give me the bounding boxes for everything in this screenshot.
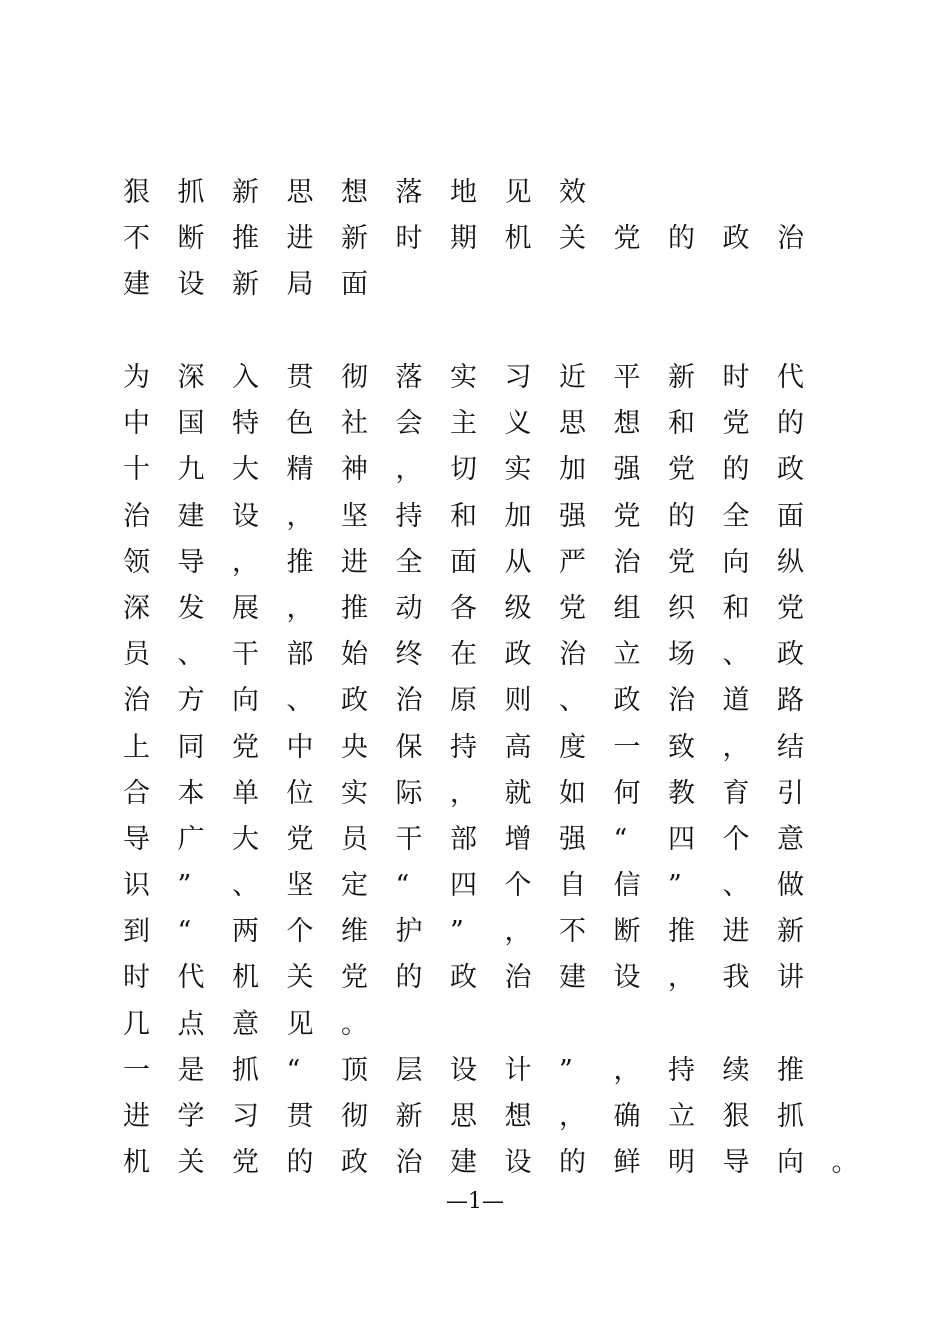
text-char: 路	[777, 685, 804, 717]
text-char: 彻	[341, 1101, 368, 1132]
text-char: 主	[450, 408, 477, 440]
text-char: 的	[777, 408, 804, 440]
text-char: 个	[286, 916, 314, 948]
text-char: 党	[341, 962, 368, 994]
text-char: 度	[559, 731, 586, 763]
text-char: 本	[177, 777, 205, 809]
text-char: 向	[232, 685, 259, 717]
text-char: 切	[450, 454, 477, 486]
text-char: “	[286, 1054, 301, 1086]
text-char: 习	[232, 1101, 259, 1132]
text-char: 机	[123, 1147, 150, 1179]
text-char: 贯	[286, 1101, 314, 1132]
text-char: 干	[232, 639, 259, 671]
text-char: ，	[450, 777, 477, 809]
text-char: 彻	[341, 362, 368, 393]
text-char: 新	[341, 223, 368, 255]
text-char: 建	[123, 269, 150, 301]
text-char: ，	[286, 592, 314, 624]
text-char: 治	[777, 223, 804, 255]
text-char: 治	[504, 962, 532, 994]
text-char: 思	[450, 1101, 477, 1132]
text-char: 为	[123, 362, 150, 393]
text-char: 实	[341, 777, 368, 809]
text-char: 引	[777, 777, 804, 809]
text-char: 思	[559, 408, 586, 440]
text-char: 落	[395, 362, 423, 393]
text-char: 定	[341, 870, 368, 902]
text-char: 面	[777, 500, 804, 532]
text-char: 何	[613, 777, 641, 809]
text-char: 纵	[777, 546, 804, 578]
title-line	[123, 216, 863, 262]
text-char: 政	[341, 685, 368, 717]
document-title	[123, 170, 863, 309]
text-char: 国	[177, 408, 205, 440]
text-char: 。	[831, 1147, 859, 1179]
text-char: 想	[504, 1101, 532, 1132]
text-char: 意	[777, 823, 804, 855]
text-char: 进	[286, 223, 314, 255]
text-char: 在	[450, 639, 477, 671]
text-char: ”	[450, 916, 464, 948]
text-char: 治	[395, 685, 423, 717]
text-char: 持	[395, 500, 423, 532]
text-char: 教	[668, 777, 695, 809]
text-char: 、	[722, 639, 750, 671]
text-char: 时	[123, 962, 150, 994]
text-char: 治	[613, 546, 641, 578]
text-char: 实	[450, 362, 477, 393]
title-line	[123, 262, 863, 308]
text-char: 设	[232, 500, 259, 532]
text-char: 几	[123, 1008, 150, 1040]
text-char: 推	[668, 916, 695, 948]
text-char: 会	[395, 408, 423, 440]
text-char: 社	[341, 408, 368, 440]
text-char: 。	[341, 1008, 368, 1040]
text-char: ，	[504, 916, 532, 948]
text-char: 党	[668, 454, 695, 486]
text-char: 组	[613, 592, 641, 624]
text-char: 位	[286, 777, 314, 809]
text-char: 和	[450, 500, 477, 532]
text-char: 推	[777, 1054, 804, 1086]
text-char: “	[395, 870, 410, 902]
text-char: “	[613, 823, 628, 855]
text-char: 治	[395, 1147, 423, 1179]
text-char: 则	[504, 685, 532, 717]
text-char: 发	[177, 592, 205, 624]
text-char: 特	[232, 408, 259, 440]
text-char: 治	[668, 685, 695, 717]
text-char: 导	[722, 1147, 750, 1179]
text-char: 关	[286, 962, 314, 994]
text-char: 义	[504, 408, 532, 440]
text-char: 期	[450, 223, 477, 255]
text-char: ，	[232, 546, 259, 578]
body-line	[123, 1002, 863, 1048]
text-char: 广	[177, 823, 205, 855]
text-char: 想	[341, 177, 368, 208]
text-char: ”	[177, 870, 192, 902]
text-char: 际	[395, 777, 423, 809]
text-char: 的	[722, 454, 750, 486]
text-char: 、	[559, 685, 586, 717]
text-char: 点	[177, 1008, 205, 1040]
text-char: 鲜	[613, 1147, 641, 1179]
text-char: 关	[559, 223, 586, 255]
text-char: 中	[123, 408, 150, 440]
text-char: 建	[177, 500, 205, 532]
text-char: 效	[559, 177, 586, 208]
text-char: 全	[395, 546, 423, 578]
text-char: 面	[341, 269, 368, 301]
text-char: 致	[668, 731, 695, 763]
text-char: 九	[177, 454, 205, 486]
text-char: 单	[232, 777, 259, 809]
text-char: 强	[559, 500, 586, 532]
text-char: 党	[613, 223, 641, 255]
text-char: ，	[722, 731, 750, 763]
text-char: 原	[450, 685, 477, 717]
text-char: 进	[341, 546, 368, 578]
text-char: 就	[504, 777, 532, 809]
text-char: 同	[177, 731, 205, 763]
text-char: 推	[286, 546, 314, 578]
text-char: 两	[232, 916, 259, 948]
text-char: 党	[777, 592, 804, 624]
text-char: 顶	[341, 1054, 368, 1086]
text-char: 动	[395, 592, 423, 624]
text-char: 、	[286, 685, 314, 717]
text-char: 做	[777, 870, 804, 902]
text-char: 时	[395, 223, 423, 255]
text-char: 的	[559, 1147, 586, 1179]
text-char: 四	[668, 823, 695, 855]
text-char: 维	[341, 916, 368, 948]
text-char: 大	[232, 823, 259, 855]
text-char: 见	[504, 177, 532, 208]
text-char: 党	[559, 592, 586, 624]
text-char: 上	[123, 731, 150, 763]
text-char: 设	[450, 1054, 477, 1086]
text-char: 不	[559, 916, 586, 948]
text-char: 部	[286, 639, 314, 671]
text-char: 局	[286, 269, 314, 301]
text-char: 加	[504, 500, 532, 532]
text-char: ，	[286, 500, 314, 532]
text-char: 关	[177, 1147, 205, 1179]
text-char: 十	[123, 454, 150, 486]
body-line	[123, 817, 863, 863]
text-char: 面	[450, 546, 477, 578]
text-char: 政	[504, 639, 532, 671]
text-char: 大	[232, 454, 259, 486]
text-char: 建	[450, 1147, 477, 1179]
text-char: 意	[232, 1008, 259, 1040]
text-char: 部	[450, 823, 477, 855]
text-char: 平	[613, 362, 641, 393]
text-char: 治	[123, 685, 150, 717]
text-char: 始	[341, 639, 368, 671]
text-char: 抓	[232, 1054, 259, 1086]
text-char: 方	[177, 685, 205, 717]
text-char: 地	[450, 177, 477, 208]
body-line	[123, 401, 863, 447]
text-char: 落	[395, 177, 423, 208]
text-char: ，	[613, 1054, 641, 1086]
text-char: 领	[123, 546, 150, 578]
body-line	[123, 586, 863, 632]
text-char: 治	[123, 500, 150, 532]
text-char: 场	[668, 639, 695, 671]
text-char: 到	[123, 916, 150, 948]
text-char: 是	[177, 1054, 205, 1086]
text-char: 神	[341, 454, 368, 486]
text-char: 代	[777, 362, 804, 393]
text-char: 一	[123, 1054, 150, 1086]
body-line	[123, 863, 863, 909]
text-char: 我	[722, 962, 750, 994]
text-char: 政	[777, 639, 804, 671]
text-char: ”	[668, 870, 682, 902]
text-char: 终	[395, 639, 423, 671]
text-char: 抓	[777, 1101, 804, 1132]
text-char: 进	[722, 916, 750, 948]
text-char: 向	[777, 1147, 804, 1179]
text-char: 党	[232, 731, 259, 763]
body-line	[123, 955, 863, 1001]
text-char: 贯	[286, 362, 314, 393]
text-char: 计	[504, 1054, 532, 1086]
text-char: 时	[722, 362, 750, 393]
text-char: 政	[341, 1147, 368, 1179]
text-char: 个	[504, 870, 532, 902]
text-char: 坚	[286, 870, 314, 902]
text-char: 、	[232, 870, 259, 902]
text-char: 导	[123, 823, 150, 855]
text-char: 想	[613, 408, 641, 440]
text-char: 设	[613, 962, 641, 994]
text-char: 合	[123, 777, 150, 809]
text-char: 进	[123, 1101, 150, 1132]
text-char: 四	[450, 870, 477, 902]
text-char: 不	[123, 223, 150, 255]
body-line	[123, 1048, 863, 1094]
text-char: 新	[395, 1101, 423, 1132]
text-char: 和	[722, 592, 750, 624]
text-char: 深	[177, 362, 205, 393]
text-char: 的	[286, 1147, 314, 1179]
text-char: 增	[504, 823, 532, 855]
text-char: 狠	[123, 177, 150, 208]
title-line	[123, 170, 863, 216]
text-char: 政	[613, 685, 641, 717]
text-char: 干	[395, 823, 423, 855]
text-char: 识	[123, 870, 150, 902]
text-char: 实	[504, 454, 532, 486]
text-char: 新	[232, 177, 259, 208]
text-char: 色	[286, 408, 314, 440]
text-char: 、	[177, 639, 205, 671]
text-char: 和	[668, 408, 695, 440]
text-char: 坚	[341, 500, 368, 532]
text-char: 党	[286, 823, 314, 855]
text-char: 续	[722, 1054, 750, 1086]
text-char: 见	[286, 1008, 314, 1040]
text-char: 展	[232, 592, 259, 624]
body-line	[123, 909, 863, 955]
text-char: 强	[559, 823, 586, 855]
text-char: 持	[668, 1054, 695, 1086]
text-char: 员	[123, 639, 150, 671]
text-char: 、	[722, 870, 750, 902]
body-line	[123, 494, 863, 540]
text-char: 各	[450, 592, 477, 624]
text-char: 严	[559, 546, 586, 578]
text-char: 新	[668, 362, 695, 393]
text-char: 政	[450, 962, 477, 994]
text-char: 思	[286, 177, 314, 208]
text-char: 全	[722, 500, 750, 532]
text-char: 政	[722, 223, 750, 255]
text-char: 精	[286, 454, 314, 486]
text-char: 断	[177, 223, 205, 255]
text-char: 护	[395, 916, 423, 948]
text-char: 央	[341, 731, 368, 763]
body-line	[123, 540, 863, 586]
text-char: 强	[613, 454, 641, 486]
text-char: 党	[232, 1147, 259, 1179]
text-char: 育	[722, 777, 750, 809]
body-line	[123, 678, 863, 724]
page-number: —1—	[446, 1189, 504, 1214]
text-char: 新	[777, 916, 804, 948]
text-char: 向	[722, 546, 750, 578]
text-char: 代	[177, 962, 205, 994]
body-line	[123, 632, 863, 678]
text-char: 机	[232, 962, 259, 994]
text-char: 一	[613, 731, 641, 763]
text-char: 的	[668, 500, 695, 532]
text-char: ，	[559, 1101, 586, 1132]
text-char: 确	[613, 1101, 641, 1132]
text-char: 党	[613, 500, 641, 532]
text-char: ”	[559, 1054, 573, 1086]
text-char: ，	[668, 962, 695, 994]
text-char: 讲	[777, 962, 804, 994]
text-char: 自	[559, 870, 586, 902]
text-char: 道	[722, 685, 750, 717]
body-line	[123, 725, 863, 771]
text-char: 推	[232, 223, 259, 255]
text-char: 建	[559, 962, 586, 994]
body-line	[123, 1140, 863, 1186]
text-char: 入	[232, 362, 259, 393]
text-char: 高	[504, 731, 532, 763]
text-char: 狠	[722, 1101, 750, 1132]
text-char: 信	[613, 870, 641, 902]
text-char: 习	[504, 362, 532, 393]
text-char: 学	[177, 1101, 205, 1132]
body-line	[123, 771, 863, 817]
text-char: 党	[668, 546, 695, 578]
text-char: 的	[395, 962, 423, 994]
text-char: 明	[668, 1147, 695, 1179]
text-char: 党	[722, 408, 750, 440]
text-char: 断	[613, 916, 641, 948]
text-char: 中	[286, 731, 314, 763]
text-char: 导	[177, 546, 205, 578]
text-char: 立	[613, 639, 641, 671]
text-char: 个	[722, 823, 750, 855]
text-char: 近	[559, 362, 586, 393]
document-body	[123, 355, 863, 1186]
text-char: 新	[232, 269, 259, 301]
text-char: 从	[504, 546, 532, 578]
text-char: 机	[504, 223, 532, 255]
text-char: 政	[777, 454, 804, 486]
text-char: 治	[559, 639, 586, 671]
text-char: 抓	[177, 177, 205, 208]
text-char: 员	[341, 823, 368, 855]
body-line	[123, 355, 863, 401]
text-char: “	[177, 916, 192, 948]
text-char: 设	[504, 1147, 532, 1179]
text-char: 层	[395, 1054, 423, 1086]
text-char: 保	[395, 731, 423, 763]
text-char: ，	[395, 454, 423, 486]
text-char: 的	[668, 223, 695, 255]
body-line	[123, 1094, 863, 1140]
text-char: 立	[668, 1101, 695, 1132]
text-char: 级	[504, 592, 532, 624]
text-char: 如	[559, 777, 586, 809]
text-char: 加	[559, 454, 586, 486]
text-char: 推	[341, 592, 368, 624]
text-char: 结	[777, 731, 804, 763]
text-char: 织	[668, 592, 695, 624]
body-line	[123, 447, 863, 493]
text-char: 持	[450, 731, 477, 763]
text-char: 深	[123, 592, 150, 624]
text-char: 设	[177, 269, 205, 301]
